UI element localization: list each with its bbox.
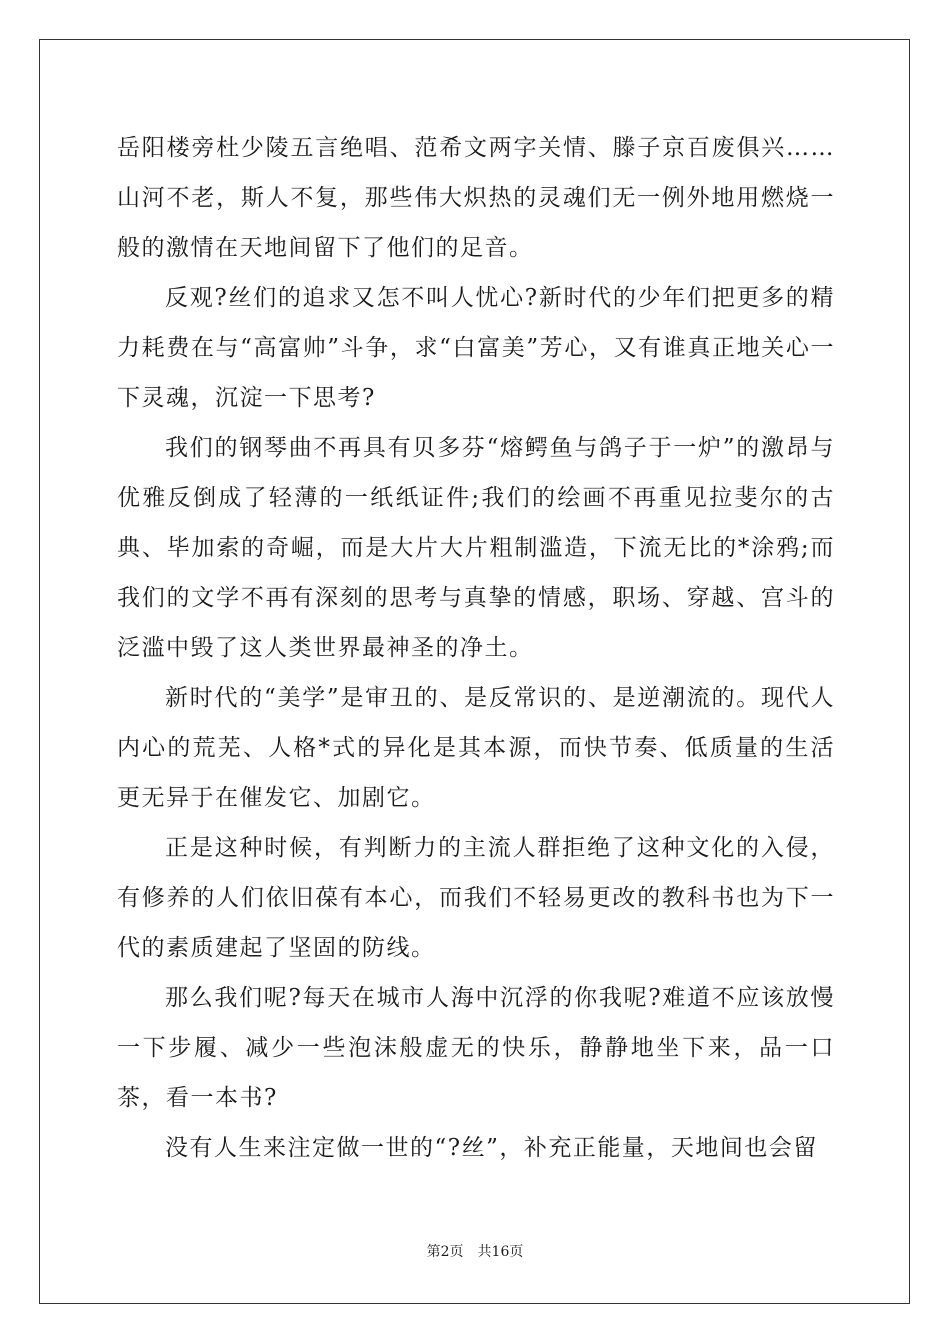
paragraph: 那么我们呢?每天在城市人海中沉浮的你我呢?难道不应该放慢一下步履、减少一些泡沫般虚无的快乐，静静地坐下来，品一口茶，看一本书? [117, 985, 835, 1111]
page-footer [0, 1241, 950, 1261]
page-number: 第2页 [426, 1244, 464, 1260]
paragraph: 没有人生来注定做一世的“?丝”，补充正能量，天地间也会留 [165, 1135, 818, 1161]
paragraph-continued: 岳阳楼旁杜少陵五言绝唱、范希文两字关情、滕子京百废俱兴……山河不老，斯人不复，那些伟大炽热的灵魂们无一例外地用燃烧一般的激情在天地间留下了他们的足音。 [117, 135, 835, 261]
paragraph: 正是这种时候，有判断力的主流人群拒绝了这种文化的入侵，有修养的人们依旧葆有本心，而我们不轻易更改的教科书也为下一代的素质建起了坚固的防线。 [117, 835, 835, 961]
paragraph: 新时代的“美学”是审丑的、是反常识的、是逆潮流的。现代人内心的荒芜、人格*式的异化是其本源，而快节奏、低质量的生活更无异于在催发它、加剧它。 [117, 685, 835, 811]
document-body [117, 123, 835, 1173]
paragraph: 我们的钢琴曲不再具有贝多芬“熔鳄鱼与鸽子于一炉”的激昂与优雅反倒成了轻薄的一纸纸证件;我们的绘画不再重见拉斐尔的古典、毕加索的奇崛，而是大片大片粗制滥造，下流无比的*涂鸦;而我们的文学不再有深刻的思考与真挚的情感，职场、穿越、宫斗的泛滥中毁了这人类世界最神圣的净土。 [117, 435, 835, 661]
paragraph: 反观?丝们的追求又怎不叫人忧心?新时代的少年们把更多的精力耗费在与“高富帅”斗争，求“白富美”芳心，又有谁真正地关心一下灵魂，沉淀一下思考? [117, 285, 835, 411]
total-pages: 共16页 [477, 1244, 524, 1260]
